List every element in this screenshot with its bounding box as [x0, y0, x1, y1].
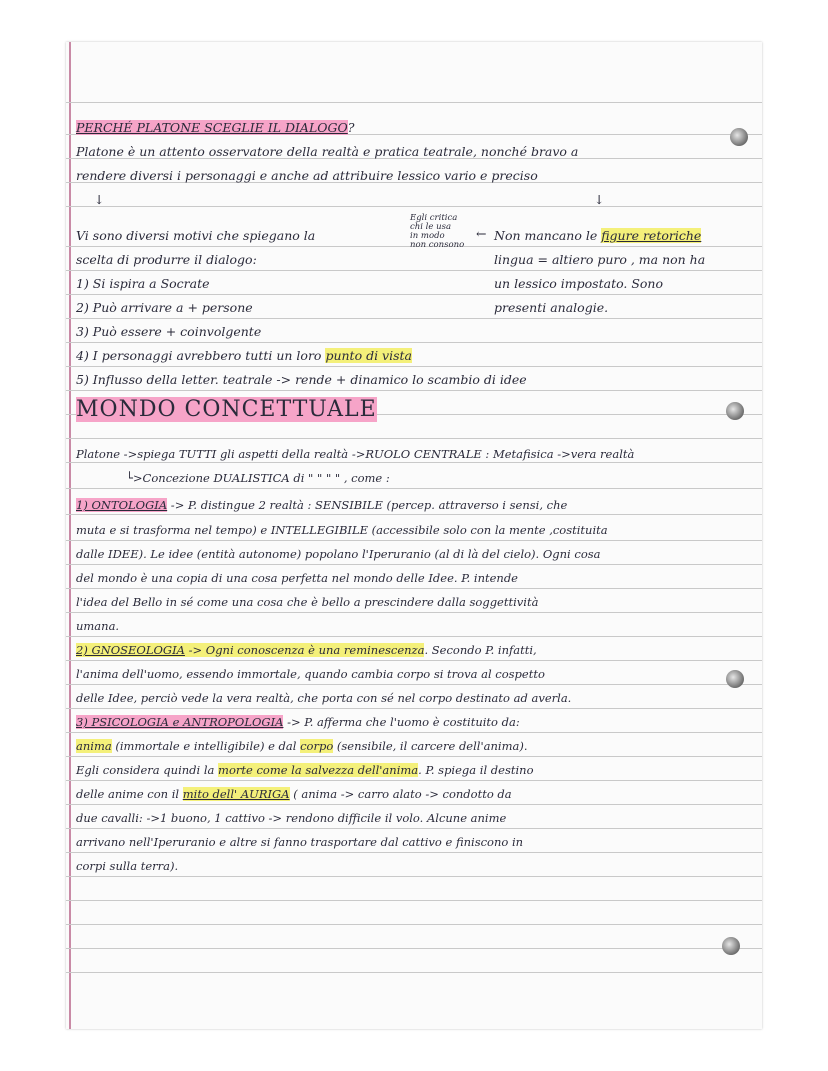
ruled-line: [66, 270, 762, 271]
text-line: [76, 714, 520, 730]
text-span: -> P. distingue 2 realtà : SENSIBILE (percep. attraverso i sensi, che: [167, 498, 568, 512]
title-text: PERCHÉ PLATONE SCEGLIE IL DIALOGO: [76, 120, 348, 135]
ruled-line: [66, 488, 762, 489]
ruled-line: [66, 924, 762, 925]
title-question-mark: ?: [347, 120, 355, 135]
text-line: └>Concezione DUALISTICA di " " " " , come :: [126, 471, 390, 485]
ruled-line: [66, 876, 762, 877]
column-left-line: 1) Si ispira a Socrate: [76, 276, 210, 291]
text-line: [76, 786, 512, 802]
ruled-line: [66, 900, 762, 901]
ruled-line: [66, 294, 762, 295]
column-left-line: Vi sono diversi motivi che spiegano la: [76, 228, 316, 243]
ruled-line: [66, 438, 762, 439]
ruled-line: [66, 636, 762, 637]
text-line: l'idea del Bello in sé come una cosa che è bello a prescindere dalla soggettività: [76, 595, 539, 609]
ruled-line: [66, 564, 762, 565]
ruled-line: [66, 588, 762, 589]
highlight-anima: anima: [76, 739, 112, 753]
text-line: 3) Può essere + coinvolgente: [76, 324, 262, 339]
column-right-line: un lessico impostato. Sono: [494, 276, 664, 291]
section-title-mondo-concettuale: [76, 397, 377, 422]
text-line: due cavalli: ->1 buono, 1 cattivo -> rendono difficile il volo. Alcune anime: [76, 811, 507, 825]
highlight-morte: morte come la salvezza dell'anima: [218, 763, 419, 777]
label-ontologia: 1) ONTOLOGIA: [76, 498, 168, 512]
text-line: Platone ->spiega TUTTI gli aspetti della realtà ->RUOLO CENTRALE : Metafisica ->vera realtà: [76, 447, 635, 461]
ruled-line: [66, 206, 762, 207]
ruled-line: [66, 318, 762, 319]
text-line: umana.: [76, 619, 120, 633]
section-title-dialogo: [76, 120, 354, 136]
text-line: [76, 497, 567, 513]
text-span: . Secondo P. infatti,: [424, 643, 537, 657]
text-span: -> P. afferma che l'uomo è costituito da:: [283, 715, 520, 729]
ruled-line: [66, 948, 762, 949]
highlight-reminescenza: -> Ogni conoscenza è una reminescenza: [184, 643, 425, 657]
side-note-line: chi le usa: [410, 222, 452, 232]
ruled-line: [66, 342, 762, 343]
notebook-page: [66, 42, 762, 1029]
ruled-line: [66, 804, 762, 805]
ruled-line: [66, 612, 762, 613]
ruled-line: [66, 660, 762, 661]
text-span: Egli considera quindi la: [76, 763, 219, 777]
ruled-line: [66, 540, 762, 541]
text-span: 4) I personaggi avrebbero tutti un loro: [76, 348, 326, 363]
binder-hole: [722, 937, 740, 955]
text-span: Non mancano le: [494, 228, 602, 243]
text-line: delle Idee, perciò vede la vera realtà, che porta con sé nel corpo destinato ad averla.: [76, 691, 572, 705]
text-line: del mondo è una copia di una cosa perfetta nel mondo delle Idee. P. intende: [76, 571, 518, 585]
ruled-line: [66, 390, 762, 391]
text-span: ( anima -> carro alato -> condotto da: [289, 787, 512, 801]
text-line: arrivano nell'Iperuranio e altre si fanno trasportare dal cattivo e finiscono in: [76, 835, 524, 849]
ruled-line: [66, 684, 762, 685]
text-line: [76, 762, 534, 778]
text-line: 5) Influsso della letter. teatrale -> rende + dinamico lo scambio di idee: [76, 372, 527, 387]
ruled-line: [66, 780, 762, 781]
text-line: [76, 738, 527, 754]
column-right-line: presenti analogie.: [494, 300, 609, 315]
ruled-line: [66, 708, 762, 709]
label-psicologia: 3) PSICOLOGIA e ANTROPOLOGIA: [76, 715, 284, 729]
binder-hole: [726, 402, 744, 420]
ruled-line: [66, 102, 762, 103]
title-text: MONDO CONCETTUALE: [76, 397, 377, 422]
text-line: corpi sulla terra).: [76, 859, 179, 873]
arrow-down-right: ↓: [594, 192, 605, 207]
text-span: (sensibile, il carcere dell'anima).: [333, 739, 528, 753]
ruled-line: [66, 366, 762, 367]
text-span: (immortale e intelligibile) e dal: [111, 739, 301, 753]
side-note: [410, 214, 464, 250]
highlight-corpo: corpo: [300, 739, 334, 753]
margin-line: [69, 42, 71, 1029]
text-line: rendere diversi i personaggi e anche ad attribuire lessico vario e preciso: [76, 168, 538, 183]
text-span: delle anime con il: [76, 787, 183, 801]
arrow-down-left: ↓: [94, 192, 105, 207]
text-line: l'anima dell'uomo, essendo immortale, quando cambia corpo si trova al cospetto: [76, 667, 545, 681]
text-line: muta e si trasforma nel tempo) e INTELLEGIBILE (accessibile solo con la mente ,costituita: [76, 523, 608, 537]
ruled-line: [66, 828, 762, 829]
binder-hole: [730, 128, 748, 146]
ruled-line: [66, 972, 762, 973]
text-line: [76, 642, 537, 658]
ruled-line: [66, 756, 762, 757]
column-right-line: lingua = altiero puro , ma non ha: [494, 252, 706, 267]
column-left-line: 2) Può arrivare a + persone: [76, 300, 253, 315]
column-right-line: [494, 228, 701, 244]
highlight-punto-di-vista: punto di vista: [325, 348, 412, 363]
binder-hole: [726, 670, 744, 688]
ruled-line: [66, 732, 762, 733]
highlight-figure-retoriche: figure retoriche: [601, 228, 702, 243]
side-note-line: in modo: [410, 231, 445, 241]
column-left-line: scelta di produrre il dialogo:: [76, 252, 257, 267]
ruled-line: [66, 514, 762, 515]
highlight-mito-auriga: mito dell' AURIGA: [182, 787, 290, 801]
side-note-line: Egli critica: [410, 213, 458, 223]
side-note-line: non consono: [410, 240, 465, 250]
ruled-line: [66, 852, 762, 853]
ruled-line: [66, 462, 762, 463]
text-line: Platone è un attento osservatore della realtà e pratica teatrale, nonché bravo a: [76, 144, 579, 159]
text-span: . P. spiega il destino: [418, 763, 534, 777]
label-gnoseologia: 2) GNOSEOLOGIA: [76, 643, 185, 657]
arrow-left-icon: ←: [476, 226, 487, 241]
text-line: [76, 348, 412, 364]
text-line: dalle IDEE). Le idee (entità autonome) popolano l'Iperuranio (al di là del cielo). Ogni cosa: [76, 547, 601, 561]
